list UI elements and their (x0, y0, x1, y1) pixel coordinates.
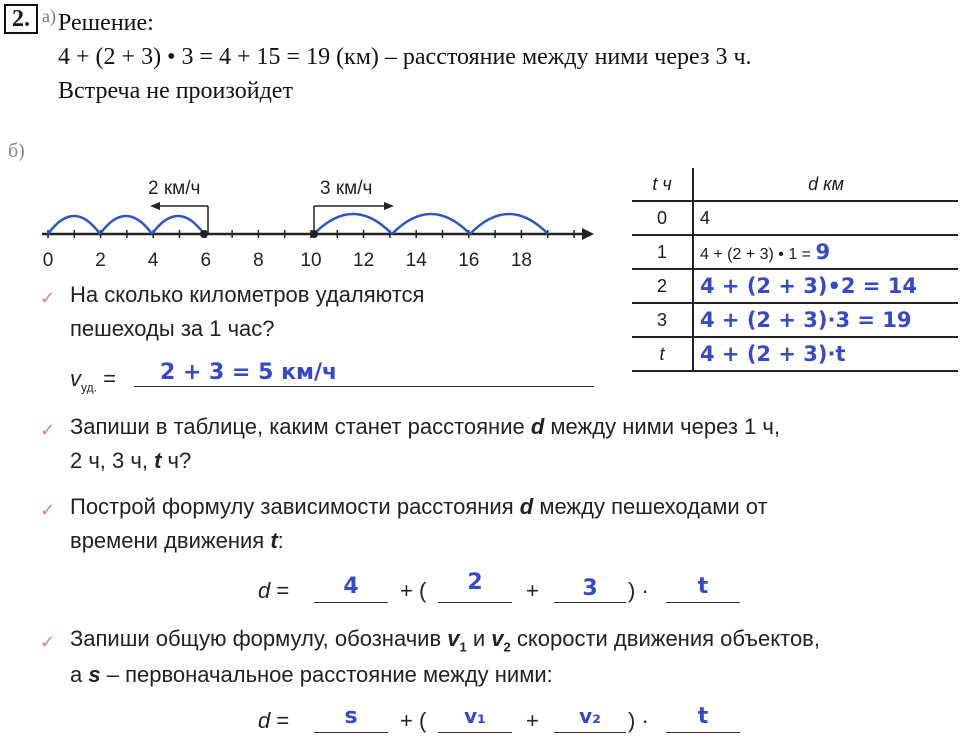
check-icon: ✓ (40, 632, 56, 652)
handwritten-answer: 4 + (2 + 3)·3 = 19 (700, 308, 912, 332)
number-line-diagram (30, 168, 600, 278)
tick-label: 16 (458, 250, 480, 271)
handwritten-answer: 4 + (2 + 3)•2 = 14 (700, 274, 917, 298)
question-3-line-2: времени движения t: (70, 528, 284, 553)
table-row (632, 337, 958, 371)
left-arrow-icon (150, 202, 160, 210)
table-row (632, 269, 958, 303)
formula-2-blank-4: t (666, 704, 740, 733)
tick-label: 8 (253, 250, 264, 271)
table-cell-t: 3 (632, 303, 693, 337)
table-row (632, 201, 958, 235)
table-cell-t: 2 (632, 269, 693, 303)
jump-arc-right-1 (314, 214, 392, 234)
check-icon: ✓ (40, 288, 56, 308)
part-b-label: б) (8, 140, 25, 162)
formula-2: d = (258, 708, 290, 733)
formula-1-close: ) · (628, 578, 649, 603)
table-cell-d (693, 303, 958, 337)
right-speed-label: 3 км/ч (320, 178, 373, 199)
jump-arc-right-2 (392, 214, 470, 234)
formula-1-blank-3: 3 (554, 576, 626, 603)
table-header-row (632, 168, 958, 201)
question-2-line-2: 2 ч, 3 ч, t ч? (70, 448, 192, 473)
question-1-line-1: На сколько километров удаляются (70, 282, 425, 307)
formula-2-paren: + ( (400, 708, 427, 733)
question-3-line-1: Построй формулу зависимости расстояния d между пешеходами от (70, 494, 768, 519)
formula-2-plus: + (526, 708, 539, 733)
formula-1-blank-1: 4 (314, 574, 388, 603)
jump-arc-right-3 (470, 214, 548, 234)
distance-table (632, 168, 958, 372)
formula-1-paren: + ( (400, 578, 427, 603)
formula-2-close: ) · (628, 708, 649, 733)
table-cell-d (693, 269, 958, 303)
table-cell-t: 1 (632, 235, 693, 269)
number-line-tick-labels (43, 250, 532, 271)
formula-1-blank-2: 2 (438, 570, 512, 603)
speed-answer: 2 + 3 = 5 км/ч (160, 360, 338, 385)
left-speed-label: 2 км/ч (148, 178, 201, 199)
part-a-label: а) (42, 6, 56, 26)
tick-label: 6 (200, 250, 212, 271)
distance-table-wrap (632, 168, 958, 372)
table-header-d: d км (693, 168, 958, 201)
table-cell-d (693, 337, 958, 371)
point-6 (200, 230, 208, 238)
table-cell-d: 4 + (2 + 3) • 1 = 9 (693, 235, 958, 269)
solution-line-1: 4 + (2 + 3) • 3 = 4 + 15 = 19 (км) – расстояние между ними через 3 ч. (58, 44, 752, 70)
formula-2-blank-3: v₂ (554, 704, 626, 733)
formula-1-blank-4: t (666, 574, 740, 603)
solution-heading: Решение: (58, 10, 154, 36)
question-1-line-2: пешеходы за 1 час? (70, 316, 275, 341)
speed-label: $v_{уд.}$ = (70, 366, 116, 395)
handwritten-answer: 4 + (2 + 3)·t (700, 342, 846, 366)
tick-label: 14 (405, 250, 427, 271)
formula-2-blank-1: s (314, 704, 388, 733)
table-cell-d: 4 (693, 201, 958, 235)
table-row (632, 235, 958, 269)
tick-label: 2 (95, 250, 106, 271)
formula-1-plus: + (526, 578, 539, 603)
tick-label: 0 (42, 250, 54, 271)
speed-answer-line (134, 360, 594, 387)
table-row (632, 303, 958, 337)
tick-label: 10 (300, 250, 322, 271)
task-number: 2. (4, 4, 38, 34)
formula-1: d = (258, 578, 290, 603)
question-2-line-1: Запиши в таблице, каким станет расстояние d между ними через 1 ч, (70, 414, 780, 439)
solution-line-2: Встреча не произойдет (58, 78, 293, 104)
right-arrow-icon (384, 202, 394, 210)
handwritten-answer: 9 (815, 240, 831, 264)
formula-2-blank-2: v₁ (438, 704, 512, 733)
check-icon: ✓ (40, 420, 56, 440)
check-icon: ✓ (40, 500, 56, 520)
table-header-t: t ч (632, 168, 693, 201)
tick-label: 4 (147, 250, 159, 271)
point-10 (310, 230, 318, 238)
question-4-line-1: Запиши общую формулу, обозначив $v_1$ и $v_2$ скорости движения объектов, (70, 626, 820, 655)
tick-label: 12 (353, 250, 375, 271)
question-4-line-2: а s – первоначальное расстояние между ними: (70, 662, 553, 687)
tick-label: 18 (510, 250, 532, 271)
jump-arc-left-2 (100, 216, 152, 234)
axis-arrow-icon (582, 228, 594, 240)
table-cell-t: t (632, 337, 693, 371)
table-cell-t: 0 (632, 201, 693, 235)
jump-arc-left-3 (152, 216, 204, 234)
